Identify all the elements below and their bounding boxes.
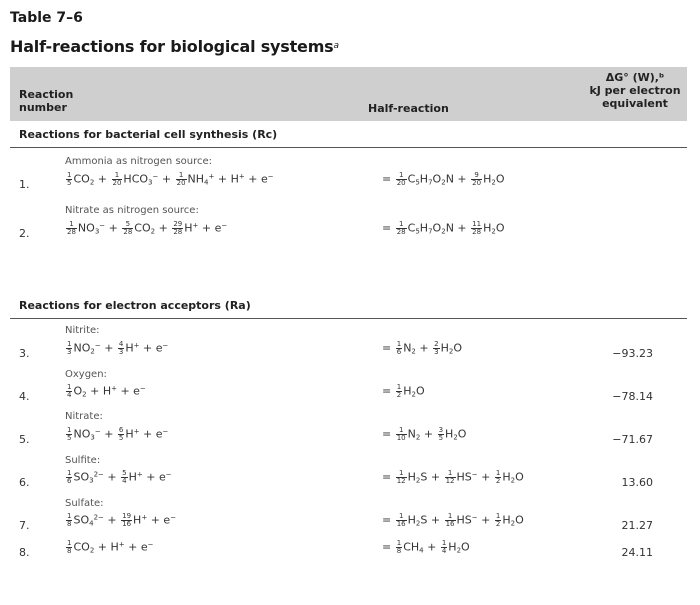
- row-note: Oxygen:: [65, 369, 107, 380]
- title-footnote: a: [333, 41, 339, 51]
- delta-g-value: 24.11: [621, 546, 653, 559]
- half-reaction-rhs: = $\frac{1}{28}$ $C_5H_7O_2N$ + $\frac{11}{28}$ $H_2O$: [382, 220, 505, 236]
- half-reaction-lhs: $\frac{1}{5}$ $CO_2$ + $\frac{1}{20}$ $HCO_3^-$ + $\frac{1}{20}$ $NH_4^+ + H^+ + e^-$: [67, 171, 274, 187]
- header-delta-g-line1: ΔG° (W),ᵇ: [605, 71, 665, 84]
- header-delta-g-line3: equivalent: [602, 97, 668, 110]
- row-note: Nitrate:: [65, 411, 103, 422]
- half-reaction-rhs: = $\frac{1}{16}$ $H_2S$ + $\frac{1}{16}$ HS− + $\frac{1}{2}$ $H_2O$: [382, 512, 524, 528]
- row-number: 2.: [19, 227, 30, 240]
- row-number: 6.: [19, 476, 30, 489]
- half-reaction-lhs: $\frac{1}{28}$ $NO_3^-$ + $\frac{5}{28}$ $CO_2$ + $\frac{29}{28}$ H+ + e−: [67, 220, 228, 236]
- header-reaction-number: [19, 88, 73, 114]
- row-note: Sulfite:: [65, 455, 101, 466]
- table-label: Table 7–6: [10, 10, 83, 26]
- table-title: [10, 37, 339, 56]
- half-reaction-lhs: $\frac{1}{6}$ $SO_3^{2-}$ + $\frac{5}{4}$ H+ + e−: [67, 469, 172, 485]
- header-reaction-number-line1: Reaction: [19, 88, 74, 101]
- header-reaction-number-line2: number: [19, 101, 67, 114]
- row-note: Nitrate as nitrogen source:: [65, 205, 199, 216]
- row-note: Ammonia as nitrogen source:: [65, 156, 213, 167]
- delta-g-value: −71.67: [612, 433, 653, 446]
- row-number: 3.: [19, 347, 30, 360]
- half-reaction-rhs: = $\frac{1}{10}$ $N_2$ + $\frac{3}{5}$ $H_2O$: [382, 426, 467, 442]
- half-reaction-lhs: $\frac{1}{5}$ $NO_3^-$ + $\frac{6}{5}$ H+ + e−: [67, 426, 169, 442]
- header-delta-g-line2: kJ per electron: [589, 84, 681, 97]
- delta-g-value: −93.23: [612, 347, 653, 360]
- row-note: Sulfate:: [65, 498, 104, 509]
- half-reaction-lhs: $\frac{1}{8}$ $CO_2 + H^+ + e^-$: [67, 539, 154, 555]
- half-reaction-rhs: = $\frac{1}{12}$ $H_2S$ + $\frac{1}{12}$ HS− + $\frac{1}{2}$ $H_2O$: [382, 469, 524, 485]
- header-delta-g: [585, 71, 685, 110]
- half-reaction-rhs: = $\frac{1}{2}$ $H_2O$: [382, 383, 425, 399]
- half-reaction-rhs: = $\frac{1}{20}$ $C_5H_7O_2N$ + $\frac{9}{20}$ $H_2O$: [382, 171, 505, 187]
- delta-g-value: −78.14: [612, 390, 653, 403]
- row-number: 5.: [19, 433, 30, 446]
- header-half-reaction: Half-reaction: [368, 102, 449, 115]
- section-synthesis: Reactions for bacterial cell synthesis (Rc): [19, 128, 278, 141]
- row-number: 7.: [19, 519, 30, 532]
- section-rule: [10, 147, 687, 148]
- row-number: 8.: [19, 546, 30, 559]
- half-reaction-rhs: = $\frac{1}{8}$ $CH_4$ + $\frac{1}{4}$ $H_2O$: [382, 539, 470, 555]
- row-number: 4.: [19, 390, 30, 403]
- row-number: 1.: [19, 178, 30, 191]
- half-reaction-rhs: = $\frac{1}{6}$ $N_2$ + $\frac{2}{3}$ $H_2O$: [382, 340, 462, 356]
- row-note: Nitrite:: [65, 325, 100, 336]
- section-acceptors: Reactions for electron acceptors (Ra): [19, 299, 251, 312]
- table-title-text: Half-reactions for biological systems: [10, 37, 334, 56]
- half-reaction-lhs: $\frac{1}{8}$ $SO_4^{2-}$ + $\frac{19}{16}$ H+ + e−: [67, 512, 177, 528]
- delta-g-value: 13.60: [621, 476, 653, 489]
- half-reaction-lhs: $\frac{1}{4}$ $O_2 + H^+ + e^-$: [67, 383, 146, 399]
- half-reaction-lhs: $\frac{1}{3}$ $NO_2^-$ + $\frac{4}{3}$ H+ + e−: [67, 340, 169, 356]
- section-rule: [10, 318, 687, 319]
- delta-g-value: 21.27: [621, 519, 653, 532]
